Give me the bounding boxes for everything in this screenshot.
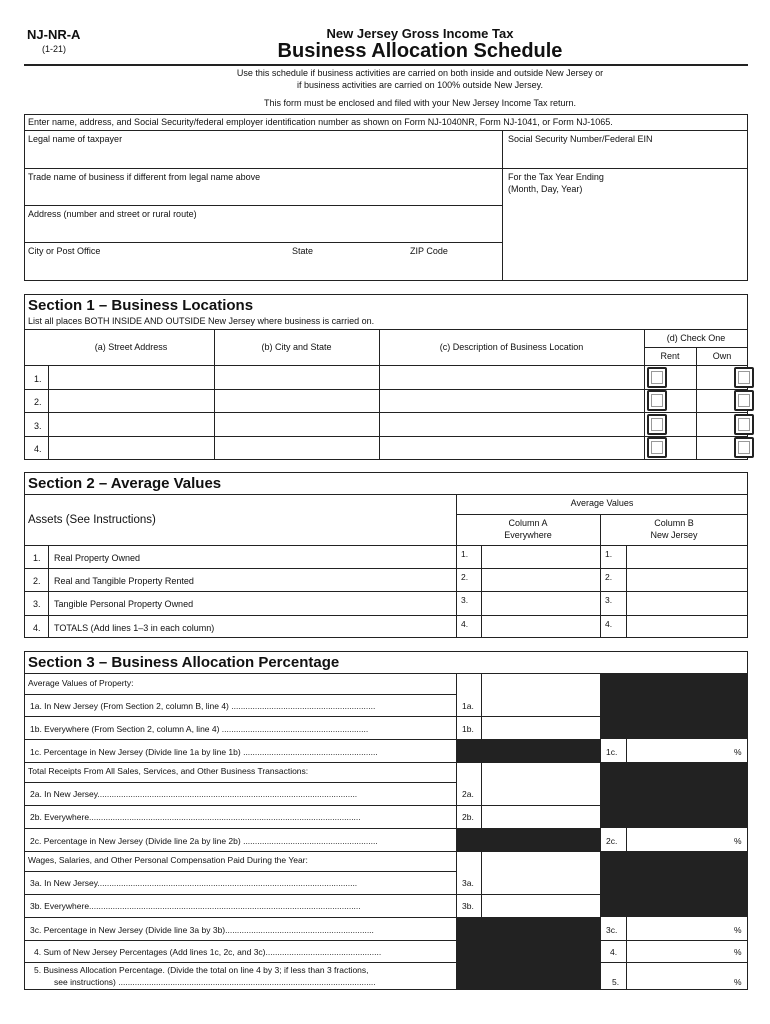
line-3b-label: 3b. Everywhere................................................................................................................... [30, 901, 361, 911]
city-state-input-1[interactable] [218, 368, 375, 387]
line-1b-input[interactable] [484, 720, 598, 737]
line-box-label: 3a. [462, 878, 474, 888]
line-2c-label: 2c. Percentage in New Jersey (Divide line 2a by line 2b) ......................................................... [30, 836, 378, 846]
line-2a-input[interactable] [484, 786, 598, 803]
description-input-4[interactable] [383, 438, 640, 457]
col-street-address: (a) Street Address [94, 342, 168, 352]
line-5-label: 5. Business Allocation Percentage. (Divide the total on line 4 by 3; if less than 3 fractions, [34, 965, 369, 975]
row-label: TOTALS (Add lines 1–3 in each column) [54, 623, 215, 633]
shaded-area [456, 739, 600, 762]
line-1c-label: 1c. Percentage in New Jersey (Divide line 1a by line 1b) ......................................................... [30, 747, 378, 757]
description-input-2[interactable] [383, 391, 640, 410]
row-label: Real Property Owned [54, 553, 141, 563]
line-box-label: 1c. [606, 747, 618, 757]
street-input-2[interactable] [52, 391, 210, 410]
form-id: NJ-NR-A [27, 27, 81, 42]
line-box-label: 2b. [462, 812, 474, 822]
line-box-label: 1. [605, 549, 613, 559]
instruction-line: Use this schedule if business activities are carried on both inside and outside New Jersey or [236, 68, 604, 78]
line-3a-input[interactable] [484, 875, 598, 892]
instruction-line: This form must be enclosed and filed with your New Jersey Income Tax return. [264, 98, 576, 108]
shaded-area [600, 673, 748, 739]
line-box-label: 2a. [462, 789, 474, 799]
own-checkbox-2[interactable] [734, 390, 754, 411]
line-1c-input[interactable] [629, 743, 729, 760]
percent-sign: % [734, 836, 742, 846]
col-rent: Rent [660, 351, 680, 361]
shaded-area [456, 917, 600, 990]
line-2b-label: 2b. Everywhere................................................................................................................... [30, 812, 361, 822]
line-2c-input[interactable] [629, 832, 729, 849]
line-box-label: 3. [605, 595, 613, 605]
tangible-property-nj-input[interactable] [629, 594, 745, 612]
tax-year-label-2: (Month, Day, Year) [508, 184, 583, 194]
totals-everywhere-input[interactable] [484, 618, 598, 636]
ssn-input[interactable] [508, 148, 744, 166]
city-state-input-3[interactable] [218, 415, 375, 434]
description-input-3[interactable] [383, 415, 640, 434]
percent-sign: % [734, 947, 742, 957]
line-4-input[interactable] [629, 943, 729, 960]
shaded-area [600, 762, 748, 828]
own-checkbox-4[interactable] [734, 437, 754, 458]
rent-checkbox-1[interactable] [647, 367, 667, 388]
line-3c-label: 3c. Percentage in New Jersey (Divide line 3a by 3b)............................................................... [30, 925, 374, 935]
ssn-label: Social Security Number/Federal EIN [508, 134, 653, 144]
line-2b-input[interactable] [484, 808, 598, 825]
page-title: Business Allocation Schedule [277, 40, 563, 62]
street-input-3[interactable] [52, 415, 210, 434]
section-1-subtitle: List all places BOTH INSIDE AND OUTSIDE New Jersey where business is carried on. [28, 316, 375, 326]
tax-year-label: For the Tax Year Ending [508, 172, 604, 182]
title-rule [24, 64, 748, 66]
real-property-everywhere-input[interactable] [484, 548, 598, 566]
line-box-label: 4. [610, 947, 618, 957]
line-box-label: 1. [461, 549, 469, 559]
own-checkbox-1[interactable] [734, 367, 754, 388]
line-box-label: 1a. [462, 701, 474, 711]
row-num: 3. [33, 599, 41, 609]
line-box-label: 4. [605, 619, 613, 629]
receipts-label: Total Receipts From All Sales, Services, and Other Business Transactions: [28, 766, 309, 776]
line-3a-label: 3a. In New Jersey.............................................................................................................. [30, 878, 358, 888]
state-label: State [292, 246, 314, 256]
id-instructions: Enter name, address, and Social Security/federal employer identification number as shown on Form NJ-1040NR, Form NJ-1041, or Form NJ-1065. [28, 117, 613, 127]
line-box-label: 1b. [462, 724, 474, 734]
row-num: 2. [34, 397, 42, 407]
city-input[interactable] [28, 260, 288, 278]
column-a-heading: Column A [508, 518, 548, 528]
assets-heading: Assets (See Instructions) [28, 514, 156, 526]
line-box-label: 4. [461, 619, 469, 629]
line-box-label: 5. [612, 977, 620, 987]
line-1a-input[interactable] [484, 698, 598, 715]
street-input-4[interactable] [52, 438, 210, 457]
row-num: 1. [33, 553, 41, 563]
line-2a-label: 2a. In New Jersey.............................................................................................................. [30, 789, 358, 799]
own-checkbox-3[interactable] [734, 414, 754, 435]
row-num: 1. [34, 374, 42, 384]
section-1-title: Section 1 – Business Locations [28, 297, 254, 314]
section-3-title: Section 3 – Business Allocation Percentage [28, 654, 340, 671]
row-label: Tangible Personal Property Owned [54, 599, 194, 609]
form-subtitle: New Jersey Gross Income Tax [326, 26, 514, 41]
shaded-area [456, 828, 600, 851]
address-label: Address (number and street or rural route) [28, 209, 197, 219]
line-5-input[interactable] [629, 968, 729, 986]
average-values-heading: Average Values [570, 498, 634, 508]
description-input-1[interactable] [383, 368, 640, 387]
real-property-nj-input[interactable] [629, 548, 745, 566]
trade-name-label: Trade name of business if different from legal name above [28, 172, 261, 182]
line-3b-input[interactable] [484, 897, 598, 914]
percent-sign: % [734, 977, 742, 987]
wages-label: Wages, Salaries, and Other Personal Compensation Paid During the Year: [28, 855, 308, 865]
line-1a-label: 1a. In New Jersey (From Section 2, column B, line 4) ............................................................. [30, 701, 376, 711]
city-state-input-2[interactable] [218, 391, 375, 410]
tax-year-input[interactable] [508, 200, 744, 218]
col-own: Own [712, 351, 732, 361]
rent-checkbox-2[interactable] [647, 390, 667, 411]
line-box-label: 3. [461, 595, 469, 605]
address-input[interactable] [28, 222, 498, 240]
column-b-subheading: New Jersey [650, 530, 698, 540]
state-input[interactable] [292, 260, 402, 278]
column-b-heading: Column B [654, 518, 694, 528]
zip-input[interactable] [410, 260, 498, 278]
street-input-1[interactable] [52, 368, 210, 387]
section-2-title: Section 2 – Average Values [28, 475, 222, 492]
percent-sign: % [734, 747, 742, 757]
line-box-label: 2. [461, 572, 469, 582]
line-box-label: 2c. [606, 836, 618, 846]
instruction-line: if business activities are carried on 100% outside New Jersey. [297, 80, 543, 90]
line-box-label: 2. [605, 572, 613, 582]
col-description: (c) Description of Business Location [439, 342, 584, 352]
rent-checkbox-3[interactable] [647, 414, 667, 435]
rented-property-nj-input[interactable] [629, 571, 745, 589]
percent-sign: % [734, 925, 742, 935]
totals-nj-input[interactable] [629, 618, 745, 636]
shaded-area [600, 851, 748, 917]
row-num: 3. [34, 421, 42, 431]
col-check-one: (d) Check One [666, 333, 726, 343]
row-label: Real and Tangible Property Rented [54, 576, 194, 586]
row-num: 4. [33, 623, 41, 633]
legal-name-label: Legal name of taxpayer [28, 134, 123, 144]
tangible-property-everywhere-input[interactable] [484, 594, 598, 612]
rent-checkbox-4[interactable] [647, 437, 667, 458]
form-revision: (1-21) [42, 44, 67, 54]
column-a-subheading: Everywhere [504, 530, 552, 540]
row-num: 4. [34, 444, 42, 454]
rented-property-everywhere-input[interactable] [484, 571, 598, 589]
line-5-label-2: see instructions) ............................................................................................................. [54, 977, 376, 987]
line-box-label: 3b. [462, 901, 474, 911]
line-4-label: 4. Sum of New Jersey Percentages (Add lines 1c, 2c, and 3c)................................................. [34, 947, 382, 957]
line-1b-label: 1b. Everywhere (From Section 2, column A, line 4) .............................................................. [30, 724, 369, 734]
col-city-state: (b) City and State [261, 342, 332, 352]
zip-label: ZIP Code [410, 246, 448, 256]
city-label: City or Post Office [28, 246, 101, 256]
city-state-input-4[interactable] [218, 438, 375, 457]
legal-name-input[interactable] [28, 148, 498, 166]
line-3c-input[interactable] [629, 921, 729, 938]
line-box-label: 3c. [606, 925, 618, 935]
trade-name-input[interactable] [28, 186, 498, 204]
row-num: 2. [33, 576, 41, 586]
average-values-label: Average Values of Property: [28, 678, 134, 688]
